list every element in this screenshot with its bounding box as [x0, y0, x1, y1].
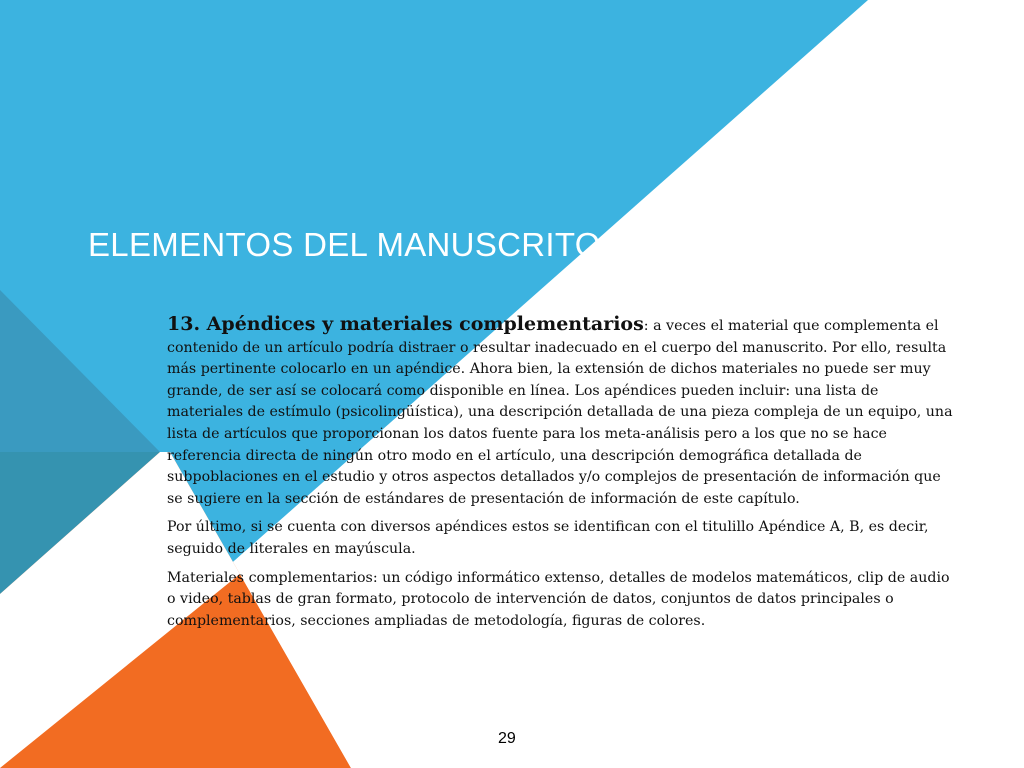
slide-title: ELEMENTOS DEL MANUSCRITO	[88, 226, 601, 263]
slide-content	[167, 314, 957, 639]
paragraph-apendices	[167, 314, 957, 510]
paragraph-ultimo: Por último, si se cuenta con diversos apéndices estos se identifican con el titulillo Apéndice A, B, es decir, seguido de literales en mayúscula.	[167, 519, 929, 557]
page-number: 29	[498, 730, 516, 747]
paragraph-materiales: Materiales complementarios: un código informático extenso, detalles de modelos matemáticos, clip de audio o video, tablas de gran formato, protocolo de intervención de datos, conjuntos de datos principales o complementarios, secciones ampliadas de metodología, figuras de colores.	[167, 569, 950, 629]
section-heading: 13. Apéndices y materiales complementarios	[167, 313, 644, 335]
paragraph-text: : a veces el material que complementa el contenido de un artículo podría distraer o resultar inadecuado en el cuerpo del manuscrito. Por ello, resulta más pertinente colocarlo en un apéndice. Ahora bien, la extensión de dichos materiales no puede ser muy grande, de ser así se colocará como disponible en línea. Los apéndices pueden incluir: una lista de materiales de estímulo (psicolingüística), una descripción detallada de una pieza compleja de un equipo, una lista de artículos que proporcionan los datos fuente para los meta-análisis pero a los que no se hace referencia directa de ningún otro modo en el artículo, una descripción demográfica detallada de subpoblaciones en el estudio y otros aspectos detallados y/o complejos de presentación de información que se sugiere en la sección de estándares de presentación de información de este capítulo.	[167, 318, 953, 507]
